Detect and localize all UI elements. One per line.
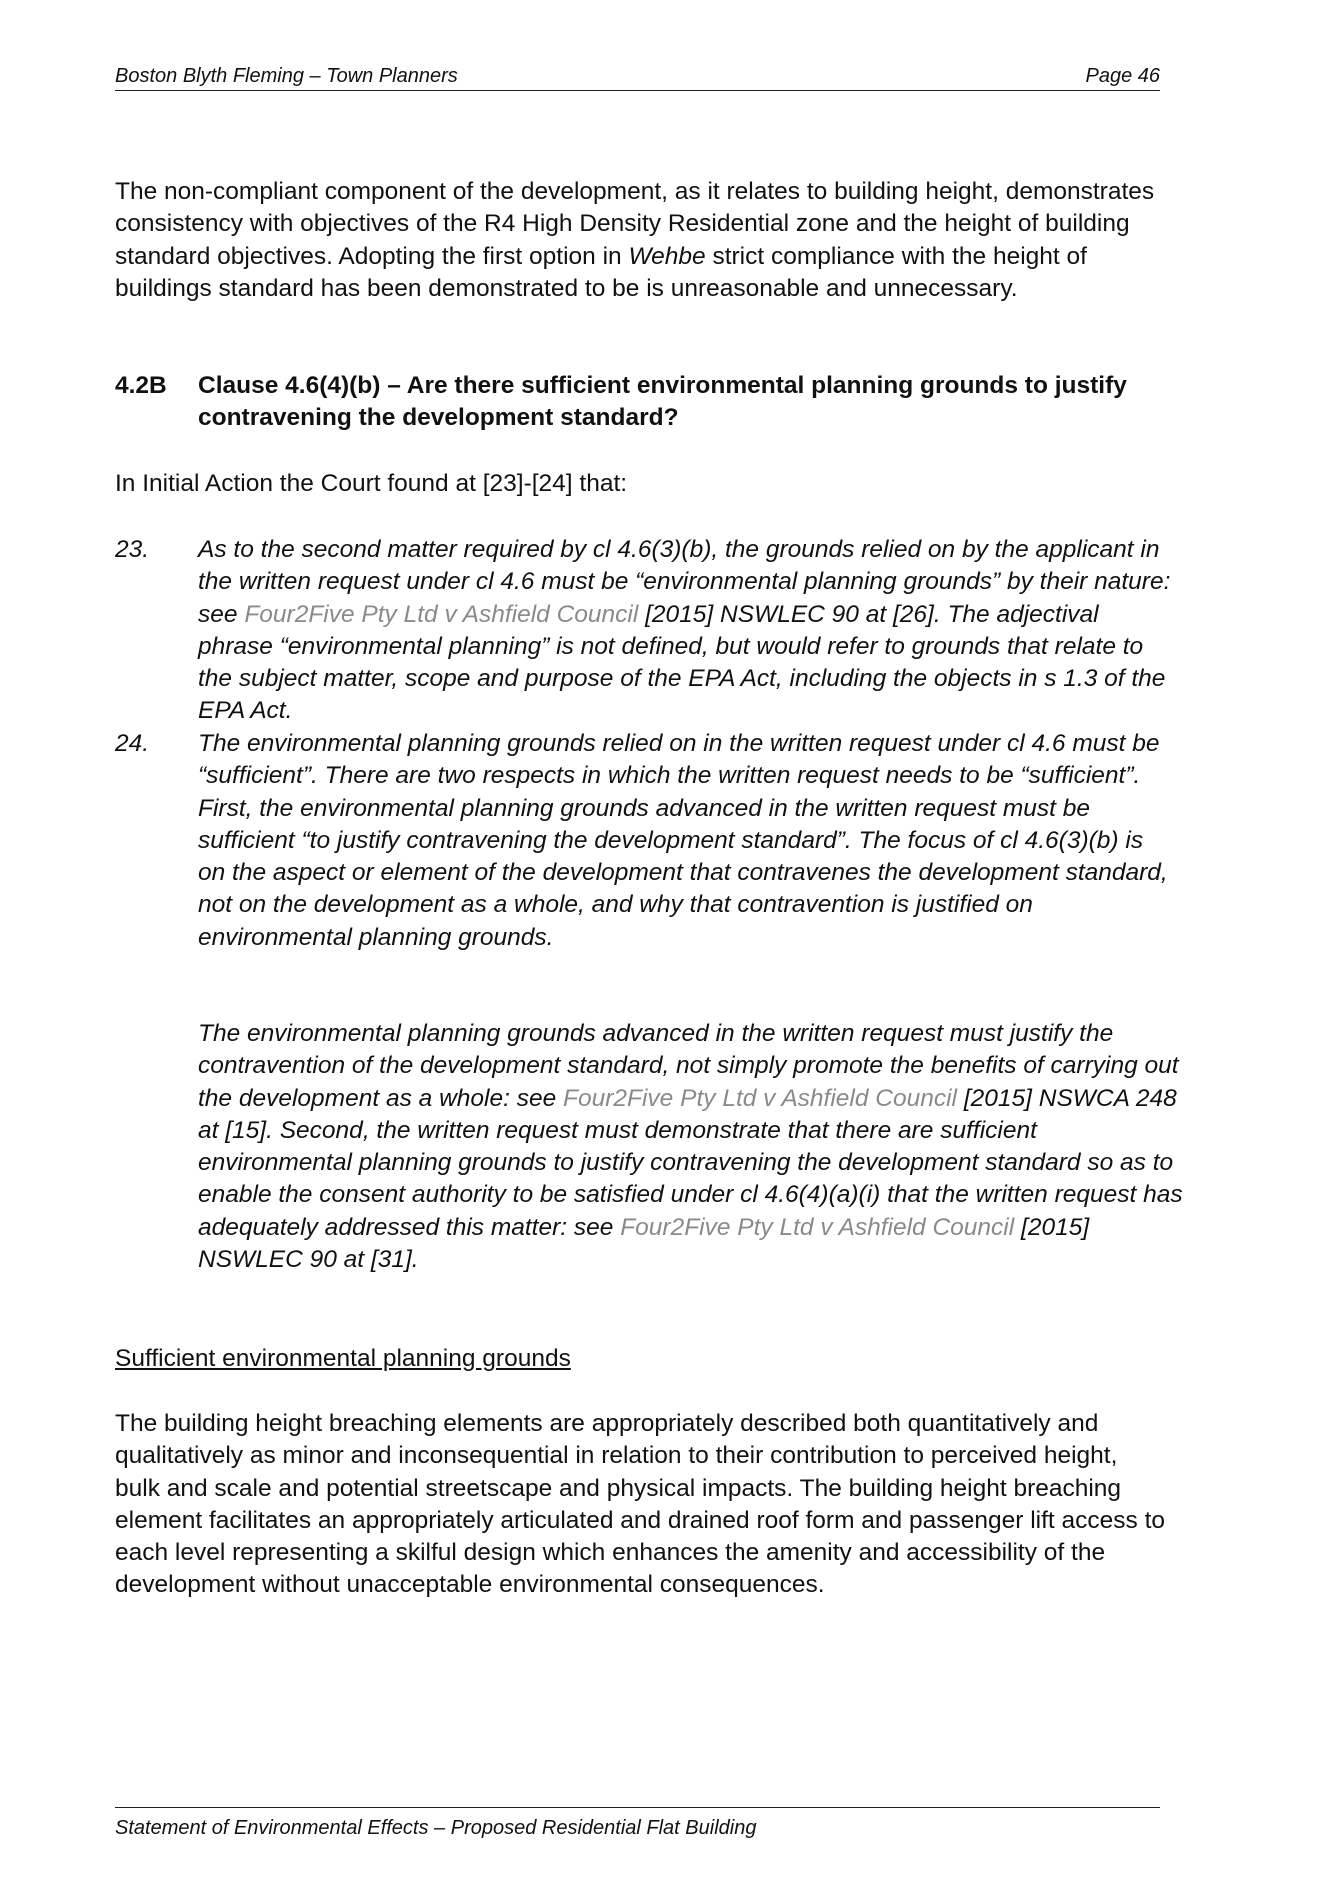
quote-continuation (198, 1018, 1188, 1276)
case-link[interactable]: Four2Five Pty Ltd v Ashfield Council (620, 1213, 1015, 1241)
header-left: Boston Blyth Fleming – Town Planners (115, 65, 458, 87)
paragraph-text: The non-compliant component of the development, as it relates to building height, demonstrates consistency with objectives of the R4 High Density Residential zone and the height of building standard objectives. Adopting the first option in (115, 178, 1155, 270)
quote-number: 24. (115, 730, 150, 757)
quote-text (198, 534, 1175, 728)
quote-text-part: [2015] NSWLEC 90 at [31]. (198, 1213, 1090, 1274)
quote-text: The environmental planning grounds relied on in the written request under cl 4.6 must be “sufficient”. There are two respects in which the written request needs to be “sufficient”. First, the environmental planning grounds advanced in the written request must be sufficient “to justify contravening the development standard”. The focus of cl 4.6(3)(b) is on the aspect or element of the development that contravenes the development standard, not on the development as a whole, and why that contravention is justified on environmental planning grounds. (198, 730, 1168, 951)
page-number: Page 46 (1085, 65, 1160, 87)
case-name-wehbe: Wehbe (628, 242, 706, 270)
section-number: 4.2B (115, 372, 167, 399)
subheading: Sufficient environmental planning grounds (115, 1345, 571, 1372)
section-title: Clause 4.6(4)(b) – Are there sufficient environmental planning grounds to justify contravening the development standard? (198, 372, 1127, 432)
quote-text-part: The environmental planning grounds advanced in the written request must justify the contravention of the development standard, not simply promote the benefits of carrying out the development as a whole: see (198, 1020, 1179, 1112)
paragraph-text: strict compliance with the height of buildings standard has been demonstrated to be is unreasonable and unnecessary. (115, 242, 1087, 302)
intro-paragraph: In Initial Action the Court found at [23]-[24] that: (115, 470, 628, 497)
page-header (115, 64, 1160, 91)
quote-number: 23. (115, 536, 150, 563)
page-footer: Statement of Environmental Effects – Proposed Residential Flat Building (115, 1807, 1160, 1840)
quote-text-part: [2015] NSWCA 248 at [15]. Second, the written request must demonstrate that there are sufficient environmental planning grounds to justify contravening the development standard so as to enable the consent authority to be satisfied under cl 4.6(4)(a)(i) that the written request has adequately addressed this matter: see (198, 1084, 1183, 1241)
paragraph-compliance (115, 176, 1165, 305)
quote-text-part: [2015] NSWLEC 90 at [26]. The adjectival phrase “environmental planning” is not defined, but would refer to grounds that relate to the subject matter, scope and purpose of the EPA Act, including the objects in s 1.3 of the EPA Act. (198, 600, 1166, 725)
case-link[interactable]: Four2Five Pty Ltd v Ashfield Council (244, 600, 639, 628)
case-link[interactable]: Four2Five Pty Ltd v Ashfield Council (563, 1084, 958, 1112)
quote-text-part: As to the second matter required by cl 4.6(3)(b), the grounds relied on by the applicant in the written request under cl 4.6 must be “environmental planning grounds” by their nature: see (198, 536, 1171, 628)
paragraph-grounds: The building height breaching elements are appropriately described both quantitatively and qualitatively as minor and inconsequential in relation to their contribution to perceived height, bulk and scale and potential streetscape and physical impacts. The building height breaching element facilitates an appropriately articulated and drained roof form and passenger lift access to each level representing a skilful design which enhances the amenity and accessibility of the development without unacceptable environmental consequences. (115, 1410, 1166, 1599)
